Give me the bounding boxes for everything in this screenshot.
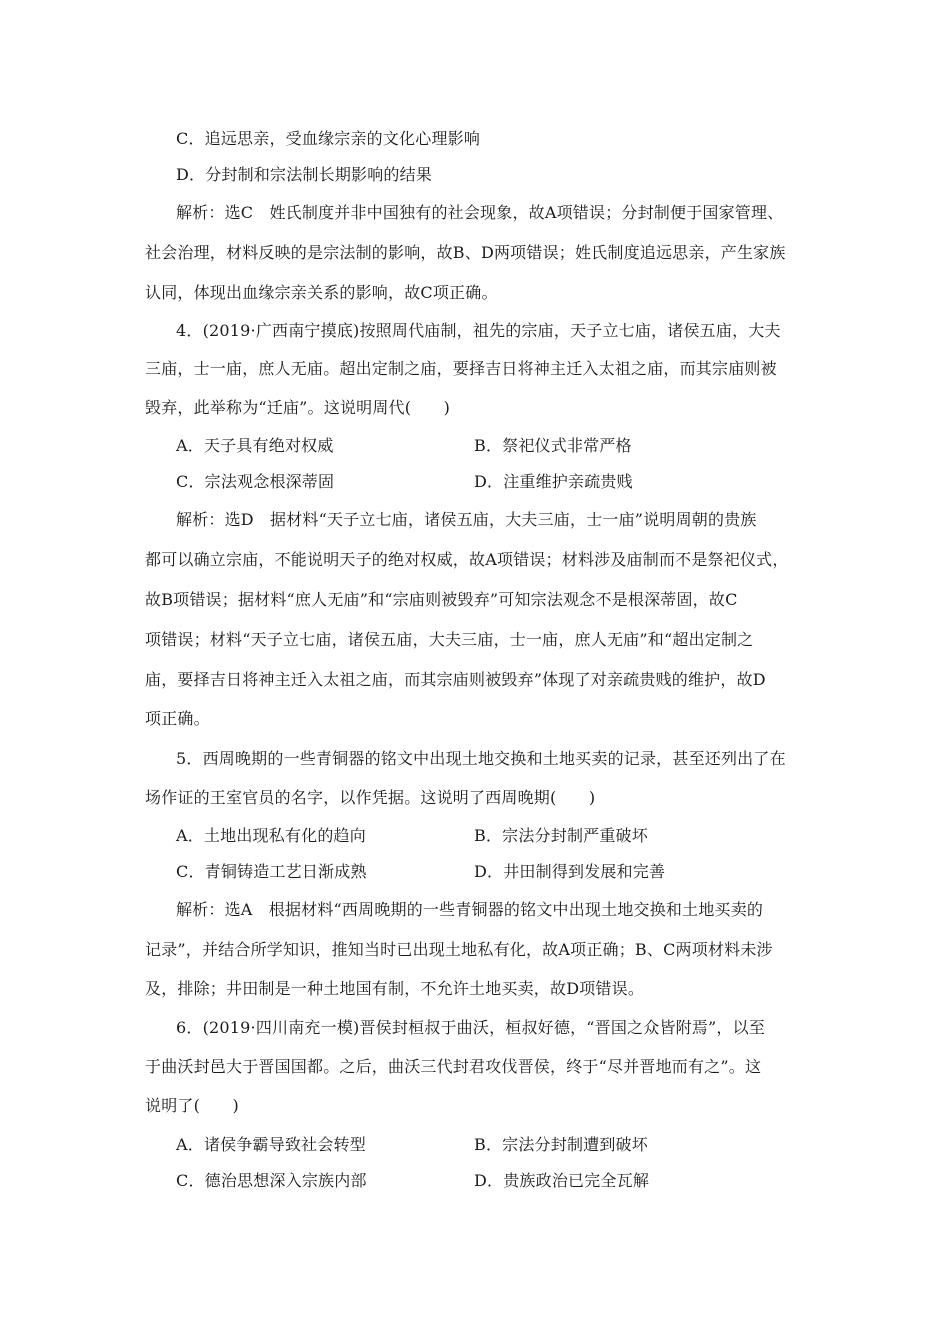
q4-option-b: B．祭祀仪式非常严格 [474, 436, 632, 455]
q4-analysis-line-4: 项错误；材料“天子立七庙，诸侯五庙，大夫三庙，士一庙，庶人无庙”和“超出定制之 [145, 630, 754, 649]
q6-option-a: A．诸侯争霸导致社会转型 [176, 1135, 366, 1154]
q5-option-a: A．土地出现私有化的趋向 [176, 826, 366, 845]
q6-stem-line-3: 说明了( ) [145, 1096, 239, 1115]
q4-analysis-line-2: 都可以确立宗庙，不能说明天子的绝对权威，故A项错误；材料涉及庙制而不是祭祀仪式， [145, 550, 789, 569]
q4-analysis-line-5: 庙，要择吉日将神主迁入太祖之庙，而其宗庙则被毁弃”体现了对亲疏贵贱的维护，故D [145, 670, 766, 689]
q4-analysis-line-1: 解析：选D 据材料“天子立七庙，诸侯五庙，大夫三庙，士一庙”说明周朝的贵族 [176, 510, 757, 529]
q3-analysis-line-1: 解析：选C 姓氏制度并非中国独有的社会现象，故A项错误；分封制便于国家管理、 [176, 203, 784, 222]
q6-stem-line-2: 于曲沃封邑大于晋国国都。之后，曲沃三代封君攻伐晋侯，终于“尽并晋地而有之”。这 [145, 1057, 762, 1076]
q4-option-c: C．宗法观念根深蒂固 [176, 472, 335, 491]
q4-analysis-line-6: 项正确。 [145, 709, 210, 728]
q4-analysis-line-3: 故B项错误；据材料“庶人无庙”和“宗庙则被毁弃”可知宗法观念不是根深蒂固，故C [145, 590, 738, 609]
q3-analysis-line-2: 社会治理，材料反映的是宗法制的影响，故B、D两项错误；姓氏制度追远思亲，产生家族 [145, 243, 786, 262]
q3-analysis-line-3: 认同，体现出血缘宗亲关系的影响，故C项正确。 [145, 283, 498, 302]
q5-analysis-line-2: 记录”，并结合所学知识，推知当时已出现土地私有化，故A项正确；B、C两项材料未涉 [145, 940, 773, 959]
q6-option-d: D．贵族政治已完全瓦解 [474, 1171, 650, 1190]
q5-option-b: B．宗法分封制严重破坏 [474, 826, 648, 845]
q5-option-d: D．井田制得到发展和完善 [474, 862, 666, 881]
q5-analysis-line-1: 解析：选A 根据材料“西周晚期的一些青铜器的铭文中出现土地交换和土地买卖的 [176, 900, 764, 919]
q5-option-c: C．青铜铸造工艺日渐成熟 [176, 862, 367, 881]
q4-option-a: A．天子具有绝对权威 [176, 436, 334, 455]
q4-stem-line-2: 三庙，士一庙，庶人无庙。超出定制之庙，要择吉日将神主迁入太祖之庙，而其宗庙则被 [145, 359, 777, 378]
q6-option-b: B．宗法分封制遭到破坏 [474, 1135, 648, 1154]
q6-option-c: C．德治思想深入宗族内部 [176, 1171, 367, 1190]
q3-option-d: D．分封制和宗法制长期影响的结果 [176, 165, 433, 184]
q5-stem-line-2: 场作证的王室官员的名字，以作凭据。这说明了西周晚期( ) [145, 788, 596, 807]
q5-stem-line-1: 5．西周晚期的一些青铜器的铭文中出现土地交换和土地买卖的记录，甚至还列出了在 [176, 749, 786, 768]
q4-option-d: D．注重维护亲疏贵贱 [474, 472, 633, 491]
q5-analysis-line-3: 及，排除；井田制是一种土地国有制，不允许土地买卖，故D项错误。 [145, 979, 645, 998]
q6-stem-line-1: 6．(2019·四川南充一模)晋侯封桓叔于曲沃，桓叔好德，“晋国之众皆附焉”，以至 [176, 1018, 766, 1037]
q3-option-c: C．追远思亲，受血缘宗亲的文化心理影响 [176, 129, 481, 148]
q4-stem-line-3: 毁弃，此举称为“迁庙”。这说明周代( ) [145, 398, 451, 417]
q4-stem-line-1: 4．(2019·广西南宁摸底)按照周代庙制，祖先的宗庙，天子立七庙，诸侯五庙，大夫 [176, 321, 781, 340]
